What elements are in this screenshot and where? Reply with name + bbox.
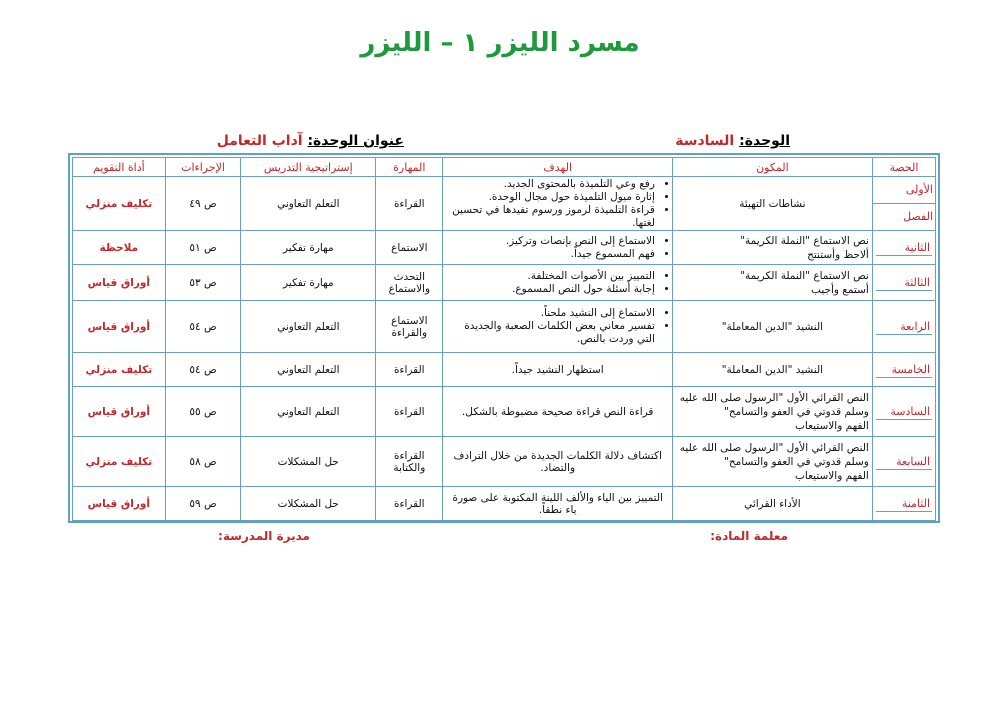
skill-cell: القراءة والكتابة xyxy=(376,437,443,487)
lesson-day-cell xyxy=(872,487,935,521)
lesson-plan-table xyxy=(72,157,936,521)
component-text: نص الاستماع "النملة الكريمة" xyxy=(740,269,869,282)
unit-info xyxy=(675,133,790,149)
objective-item: • تفسير معاني بعض الكلمات الصعبة والجديدة التي وردت بالنص. xyxy=(446,320,654,346)
page-title: مسرد الليزر ١ – الليزر xyxy=(360,28,640,58)
unit-title-label: عنوان الوحدة: xyxy=(307,133,404,149)
lesson-day: الثالثة xyxy=(876,275,932,291)
procedure-cell: ص ٥٤ xyxy=(165,353,241,387)
objective-item: • فهم المسموع جيداً. xyxy=(446,248,654,261)
objective-cell xyxy=(443,231,672,265)
skill-cell: القراءة xyxy=(376,177,443,231)
strategy-cell: مهارة تفكير xyxy=(241,231,376,265)
header-strategy: إستراتيجية التدريس xyxy=(241,158,376,177)
objective-cell: قراءة النص قراءة صحيحة مضبوطة بالشكل. xyxy=(443,387,672,437)
component-subtext: أستمع وأجيب xyxy=(811,283,869,296)
component-cell: النشيد "الدين المعاملة" xyxy=(672,301,872,353)
component-cell: نشاطات التهيئة xyxy=(672,177,872,231)
unit-value: السادسة xyxy=(675,133,735,149)
table-row xyxy=(73,231,936,265)
objective-item: • إثارة ميول التلميذة حول مجال الوحدة. xyxy=(446,191,654,204)
lesson-day: الرابعة xyxy=(876,319,932,335)
strategy-cell: التعلم التعاوني xyxy=(241,301,376,353)
procedure-cell: ص ٤٩ xyxy=(165,177,241,231)
header-lesson: الحصة xyxy=(872,158,935,177)
component-cell: النشيد "الدين المعاملة" xyxy=(672,353,872,387)
objective-item: • التمييز بين الأصوات المختلفة. xyxy=(446,270,654,283)
unit-label: الوحدة: xyxy=(739,133,790,149)
table-row xyxy=(73,177,936,231)
table-row xyxy=(73,353,936,387)
evaluation-cell: ملاحظة xyxy=(73,231,166,265)
objective-item: • إجابة أسئلة حول النص المسموع. xyxy=(446,283,654,296)
lesson-day-cell xyxy=(872,437,935,487)
component-cell: الأداء القرائي xyxy=(672,487,872,521)
objective-item: • الاستماع إلى النص بإنصات وتركيز. xyxy=(446,235,654,248)
lesson-day: الثامنة xyxy=(876,496,932,512)
procedure-cell: ص ٥٣ xyxy=(165,265,241,301)
lesson-day: السادسة xyxy=(876,404,932,420)
table-row xyxy=(73,437,936,487)
strategy-cell: التعلم التعاوني xyxy=(241,177,376,231)
header-evaluation: أداة التقويم xyxy=(73,158,166,177)
component-text: النص القرائي الأول "الرسول صلى الله عليه وسلم قدوتي في العفو والتسامح" xyxy=(679,441,869,468)
header-component: المكون xyxy=(672,158,872,177)
component-subtext: ألاحظ وأستنتج xyxy=(807,248,869,261)
skill-cell: القراءة xyxy=(376,387,443,437)
teacher-signature-label: معلمة المادة: xyxy=(710,529,788,543)
objective-cell xyxy=(443,177,672,231)
lesson-day: الثانية xyxy=(876,240,932,256)
component-cell xyxy=(672,265,872,301)
lesson-day-cell xyxy=(872,231,935,265)
skill-cell: الاستماع والقراءة xyxy=(376,301,443,353)
lesson-day-cell xyxy=(872,301,935,353)
evaluation-cell: تكليف منزلي xyxy=(73,353,166,387)
component-cell xyxy=(672,231,872,265)
skill-cell: القراءة xyxy=(376,487,443,521)
unit-title-info xyxy=(217,133,404,149)
objective-item: • رفع وعي التلميذة بالمحتوى الجديد. xyxy=(446,178,654,191)
skill-cell: التحدث والاستماع xyxy=(376,265,443,301)
evaluation-cell: تكليف منزلي xyxy=(73,437,166,487)
header-objective: الهدف xyxy=(443,158,672,177)
lesson-day: السابعة xyxy=(876,454,932,470)
lesson-day-cell xyxy=(872,265,935,301)
header-skill: المهارة xyxy=(376,158,443,177)
component-cell xyxy=(672,437,872,487)
lesson-day-cell xyxy=(872,177,935,231)
evaluation-cell: تكليف منزلي xyxy=(73,177,166,231)
strategy-cell: مهارة تفكير xyxy=(241,265,376,301)
table-row xyxy=(73,301,936,353)
component-subtext: الفهم والاستيعاب xyxy=(795,419,869,432)
strategy-cell: حل المشكلات xyxy=(241,487,376,521)
objective-cell: التمييز بين الياء والألف اللينة المكتوبة على صورة ياء نطقاً. xyxy=(443,487,672,521)
lesson-day-extra: الفصل xyxy=(903,210,933,223)
lesson-day: الخامسة xyxy=(876,362,932,378)
evaluation-cell: أوراق قياس xyxy=(73,301,166,353)
objective-cell: استظهار النشيد جيداً. xyxy=(443,353,672,387)
lesson-day-cell xyxy=(872,387,935,437)
table-header-row xyxy=(73,158,936,177)
skill-cell: الاستماع xyxy=(376,231,443,265)
principal-signature-label: مديرة المدرسة: xyxy=(218,529,310,543)
component-subtext: الفهم والاستيعاب xyxy=(795,469,869,482)
component-text: نص الاستماع "النملة الكريمة" xyxy=(740,234,869,247)
table-row xyxy=(73,487,936,521)
objective-cell xyxy=(443,265,672,301)
procedure-cell: ص ٥٨ xyxy=(165,437,241,487)
unit-title-value: آداب التعامل xyxy=(216,133,303,149)
objective-cell: اكتشاف دلالة الكلمات الجديدة من خلال الترادف والتضاد. xyxy=(443,437,672,487)
table-row xyxy=(73,387,936,437)
objective-cell xyxy=(443,301,672,353)
strategy-cell: التعلم التعاوني xyxy=(241,387,376,437)
evaluation-cell: أوراق قياس xyxy=(73,387,166,437)
table-row xyxy=(73,265,936,301)
strategy-cell: حل المشكلات xyxy=(241,437,376,487)
procedure-cell: ص ٥٩ xyxy=(165,487,241,521)
skill-cell: القراءة xyxy=(376,353,443,387)
objective-item: • الاستماع إلى النشيد ملحناً. xyxy=(446,307,654,320)
strategy-cell: التعلم التعاوني xyxy=(241,353,376,387)
evaluation-cell: أوراق قياس xyxy=(73,487,166,521)
objective-item: • قراءة التلميذة لرموز ورسوم تفيدها في تحسين لغتها. xyxy=(446,204,654,230)
evaluation-cell: أوراق قياس xyxy=(73,265,166,301)
component-cell xyxy=(672,387,872,437)
component-text: النص القرائي الأول "الرسول صلى الله عليه وسلم قدوتي في العفو والتسامح" xyxy=(679,391,869,418)
procedure-cell: ص ٥١ xyxy=(165,231,241,265)
lesson-day-cell xyxy=(872,353,935,387)
procedure-cell: ص ٥٤ xyxy=(165,301,241,353)
lesson-day: الأولى xyxy=(873,177,935,204)
header-procedures: الإجراءات xyxy=(165,158,241,177)
procedure-cell: ص ٥٥ xyxy=(165,387,241,437)
